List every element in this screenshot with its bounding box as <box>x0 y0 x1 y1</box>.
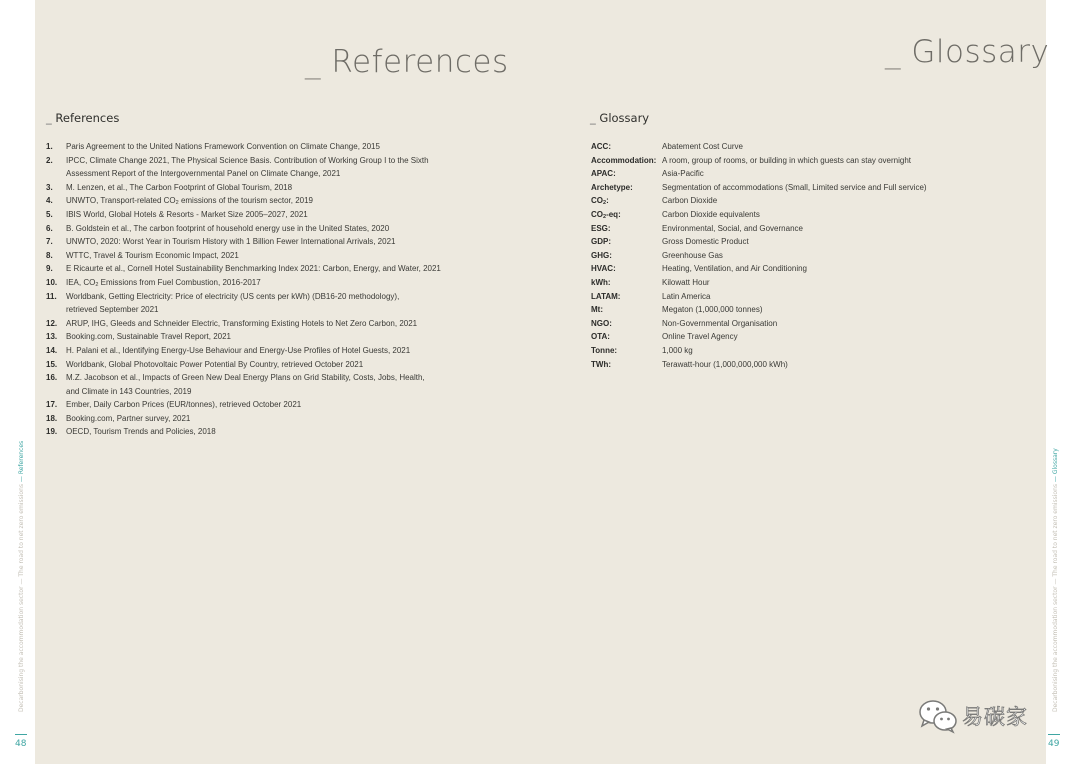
glossary-definition: Megaton (1,000,000 tonnes) <box>662 305 763 315</box>
glossary-item <box>591 276 1041 290</box>
wechat-icon <box>918 698 958 734</box>
reference-item <box>46 303 526 317</box>
reference-text-sub: 2 <box>95 281 99 288</box>
reference-number <box>46 167 66 181</box>
reference-item <box>46 412 526 426</box>
reference-text: Assessment Report of the Intergovernmental Panel on Climate Change, 2021 <box>66 169 341 179</box>
reference-item <box>46 140 526 154</box>
reference-number: 3. <box>46 182 53 192</box>
reference-item <box>46 154 526 168</box>
reference-text-post: Emissions from Fuel Combustion, 2016-2017 <box>98 277 261 287</box>
glossary-item <box>591 154 1041 168</box>
glossary-item <box>591 317 1041 331</box>
reference-item <box>46 249 526 263</box>
reference-number: 9. <box>46 264 53 274</box>
right-page-number-rule <box>1048 734 1060 735</box>
glossary-term: HVAC: <box>591 264 616 274</box>
reference-text <box>66 276 526 290</box>
reference-text: H. Palani et al., Identifying Energy-Use Behaviour and Energy-Use Profiles of Hotel Guests, 2021 <box>66 345 411 355</box>
reference-text-sub: 2 <box>175 200 179 207</box>
glossary-term: NGO: <box>591 318 612 328</box>
glossary-term: APAC: <box>591 169 616 179</box>
reference-item <box>46 167 526 181</box>
reference-number: 19. <box>46 427 58 437</box>
reference-number: 8. <box>46 250 53 260</box>
glossary-definition: Non-Governmental Organisation <box>662 318 778 328</box>
reference-text: retrieved September 2021 <box>66 305 159 315</box>
reference-item <box>46 222 526 236</box>
glossary-term-part: : <box>606 196 609 206</box>
reference-item <box>46 344 526 358</box>
reference-item <box>46 262 526 276</box>
glossary-definition: Online Travel Agency <box>662 332 738 342</box>
reference-text <box>66 194 526 208</box>
glossary-term: TWh: <box>591 359 611 369</box>
reference-number: 15. <box>46 359 58 369</box>
glossary-definition: Carbon Dioxide equivalents <box>662 209 760 219</box>
glossary-term: LATAM: <box>591 291 621 301</box>
references-big-title: _ References <box>305 44 509 80</box>
glossary-item <box>591 262 1041 276</box>
reference-number: 5. <box>46 209 53 219</box>
glossary-term: GDP: <box>591 237 611 247</box>
reference-item <box>46 235 526 249</box>
reference-text: M.Z. Jacobson et al., Impacts of Green New Deal Energy Plans on Grid Stability, Costs, Jobs, Health, <box>66 373 425 383</box>
references-list <box>46 140 526 439</box>
reference-text: B. Goldstein et al., The carbon footprint of household energy use in the United States, 2020 <box>66 223 390 233</box>
glossary-term-part: 2 <box>603 200 607 207</box>
glossary-list <box>591 140 1041 371</box>
glossary-definition: Terawatt-hour (1,000,000,000 kWh) <box>662 359 788 369</box>
reference-text: Worldbank, Global Photovoltaic Power Potential By Country, retrieved October 2021 <box>66 359 364 369</box>
reference-number: 1. <box>46 142 53 151</box>
reference-number: 13. <box>46 332 58 342</box>
reference-text-pre: UNWTO, Transport-related CO <box>66 196 176 206</box>
watermark-text: 易碳家 <box>962 705 1028 729</box>
glossary-term-part: 2 <box>603 213 607 220</box>
glossary-definition: Kilowatt Hour <box>662 277 710 287</box>
glossary-item <box>591 222 1041 236</box>
right-side-running-title: Decarbonising the accommodation sector — The road to net zero emissions — Glossary <box>1052 448 1059 712</box>
glossary-term: ACC: <box>591 142 611 151</box>
glossary-term: Tonne: <box>591 345 618 355</box>
glossary-definition: A room, group of rooms, or building in which guests can stay overnight <box>662 155 912 165</box>
reference-item <box>46 290 526 304</box>
glossary-heading: _ Glossary <box>590 111 650 125</box>
reference-item <box>46 208 526 222</box>
reference-number: 10. <box>46 277 58 287</box>
reference-item <box>46 385 526 399</box>
glossary-item <box>591 194 1041 208</box>
reference-number: 6. <box>46 223 53 233</box>
glossary-definition: Heating, Ventilation, and Air Conditioning <box>662 264 807 274</box>
reference-text: IPCC, Climate Change 2021, The Physical Science Basis. Contribution of Working Group I to the Sixth <box>66 155 429 165</box>
glossary-term: Accommodation: <box>591 155 657 165</box>
reference-text: Booking.com, Sustainable Travel Report, 2021 <box>66 332 231 342</box>
glossary-term: Archetype: <box>591 182 633 192</box>
reference-item <box>46 194 526 208</box>
reference-item <box>46 181 526 195</box>
reference-item <box>46 425 526 439</box>
reference-number: 17. <box>46 400 58 410</box>
reference-number <box>46 303 66 317</box>
glossary-definition: Greenhouse Gas <box>662 250 723 260</box>
reference-text-pre: IEA, CO <box>66 277 96 287</box>
glossary-term: kWh: <box>591 277 611 287</box>
left-side-running-title: Decarbonising the accommodation sector — The road to net zero emissions — References <box>18 440 25 712</box>
left-page-number-rule <box>15 734 27 735</box>
reference-text: WTTC, Travel & Tourism Economic Impact, 2021 <box>66 250 239 260</box>
reference-text: E Ricaurte et al., Cornell Hotel Sustainability Benchmarking Index 2021: Carbon, Energy, and Water, 2021 <box>66 264 441 274</box>
glossary-term <box>591 208 662 222</box>
references-heading: _ References <box>46 111 120 125</box>
glossary-term: ESG: <box>591 223 611 233</box>
reference-number: 2. <box>46 155 53 165</box>
glossary-item <box>591 249 1041 263</box>
glossary-term-part: CO <box>591 196 603 206</box>
glossary-item <box>591 167 1041 181</box>
left-page-number: 48 <box>15 739 27 749</box>
reference-number: 12. <box>46 318 58 328</box>
glossary-item <box>591 290 1041 304</box>
reference-text: M. Lenzen, et al., The Carbon Footprint of Global Tourism, 2018 <box>66 182 293 192</box>
glossary-definition: Segmentation of accommodations (Small, Limited service and Full service) <box>662 182 927 192</box>
glossary-term: Mt: <box>591 305 603 315</box>
reference-number: 7. <box>46 237 53 247</box>
glossary-definition: Gross Domestic Product <box>662 237 749 247</box>
reference-text: and Climate in 143 Countries, 2019 <box>66 386 192 396</box>
reference-text-post: emissions of the tourism sector, 2019 <box>178 196 314 206</box>
reference-item <box>46 330 526 344</box>
watermark <box>918 698 1028 734</box>
reference-number: 11. <box>46 291 57 301</box>
reference-item <box>46 398 526 412</box>
glossary-item <box>591 303 1041 317</box>
glossary-definition: Abatement Cost Curve <box>662 142 743 151</box>
glossary-item <box>591 208 1041 222</box>
glossary-definition: Carbon Dioxide <box>662 196 718 206</box>
reference-number: 14. <box>46 345 58 355</box>
glossary-term: OTA: <box>591 332 610 342</box>
glossary-definition: Environmental, Social, and Governance <box>662 223 803 233</box>
reference-item <box>46 317 526 331</box>
reference-item <box>46 358 526 372</box>
reference-text: UNWTO, 2020: Worst Year in Tourism History with 1 Billion Fewer International Arrivals, 2021 <box>66 237 396 247</box>
glossary-definition: Asia-Pacific <box>662 169 704 179</box>
glossary-term: GHG: <box>591 250 612 260</box>
glossary-term <box>591 194 662 208</box>
reference-item <box>46 276 526 290</box>
reference-number <box>46 385 66 399</box>
glossary-item <box>591 344 1041 358</box>
glossary-term-part: CO <box>591 209 603 219</box>
glossary-definition: 1,000 kg <box>662 345 693 355</box>
glossary-definition: Latin America <box>662 291 711 301</box>
glossary-item <box>591 235 1041 249</box>
right-page-number: 49 <box>1048 739 1060 749</box>
glossary-term-part: -eq: <box>606 209 621 219</box>
reference-text: IBIS World, Global Hotels & Resorts - Market Size 2005–2027, 2021 <box>66 209 308 219</box>
reference-text: Worldbank, Getting Electricity: Price of electricity (US cents per kWh) (DB16-20 methodology), <box>66 291 400 301</box>
glossary-item <box>591 181 1041 195</box>
glossary-item <box>591 140 1041 154</box>
glossary-big-title: _ Glossary <box>885 34 1050 70</box>
reference-number: 4. <box>46 196 53 206</box>
reference-text: ARUP, IHG, Gleeds and Schneider Electric, Transforming Existing Hotels to Net Zero Carbon, 2021 <box>66 318 418 328</box>
reference-item <box>46 371 526 385</box>
reference-text: Ember, Daily Carbon Prices (EUR/tonnes), retrieved October 2021 <box>66 400 302 410</box>
reference-number: 18. <box>46 413 58 423</box>
glossary-item <box>591 330 1041 344</box>
reference-text: OECD, Tourism Trends and Policies, 2018 <box>66 427 216 437</box>
reference-text: Booking.com, Partner survey, 2021 <box>66 413 191 423</box>
glossary-item <box>591 358 1041 372</box>
reference-number: 16. <box>46 373 58 383</box>
reference-text: Paris Agreement to the United Nations Framework Convention on Climate Change, 2015 <box>66 142 380 151</box>
